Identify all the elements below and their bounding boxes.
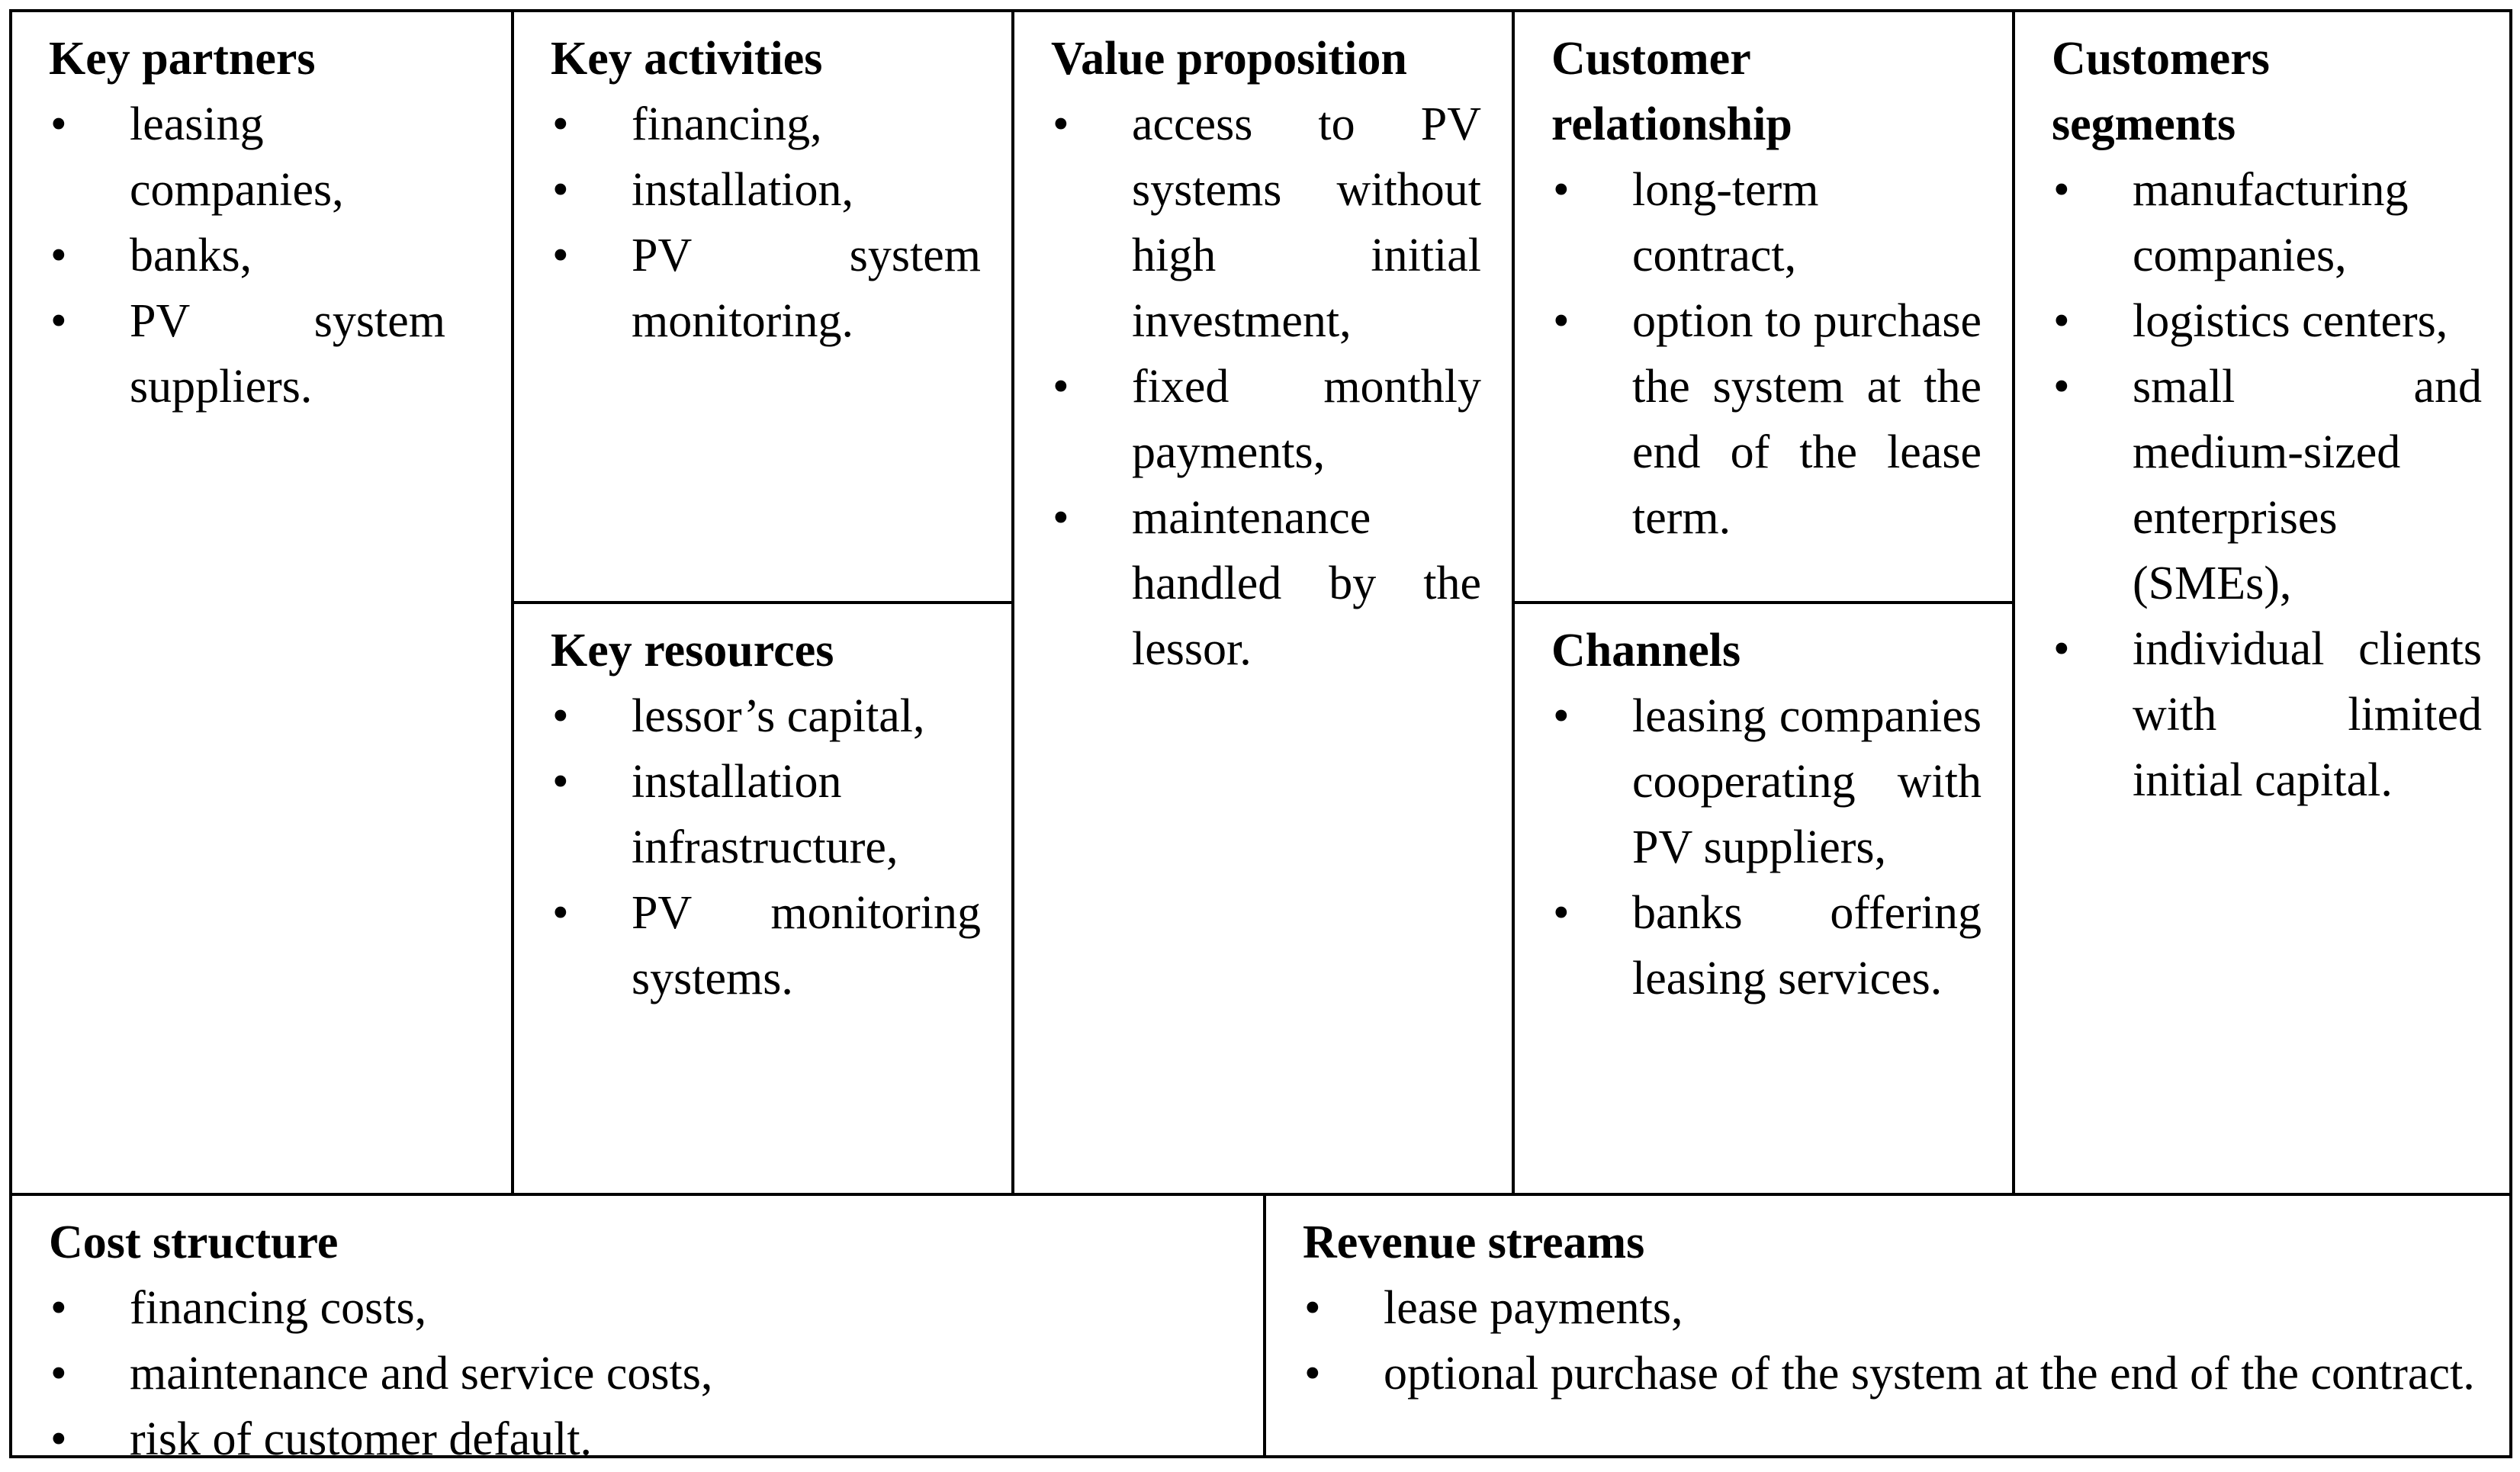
list-item: • maintenance handled by the lessor.	[1051, 485, 1481, 682]
key-activities-list	[551, 92, 981, 354]
list-item: • PV monitoring systems.	[551, 880, 981, 1011]
channels-cell	[1512, 601, 2015, 1196]
list-item: • manufacturing companies,	[2052, 157, 2482, 288]
list-item: • installation,	[551, 157, 981, 223]
key-partners-list	[49, 92, 445, 419]
channels-title: Channels	[1551, 625, 1741, 677]
key-activities-cell	[511, 9, 1014, 604]
list-item: • installation infrastructure,	[551, 749, 981, 880]
list-item: • leasing companies,	[49, 92, 445, 223]
customer-segments-cell	[2012, 9, 2512, 1196]
cost-structure-title: Cost structure	[49, 1216, 339, 1268]
list-item: • PV system monitoring.	[551, 223, 981, 354]
customer-segments-title: Customers segments	[2052, 33, 2270, 150]
customer-relationship-cell	[1512, 9, 2015, 604]
list-item: • lessor’s capital,	[551, 683, 981, 749]
list-item: • banks,	[49, 223, 445, 288]
list-item: • lease payments,	[1303, 1275, 2488, 1341]
customer-segments-list	[2052, 157, 2482, 813]
list-item: • small and medium-sized enterprises (SMEs),	[2052, 354, 2482, 616]
cost-structure-cell	[9, 1193, 1266, 1465]
key-resources-cell	[511, 601, 1014, 1196]
customer-relationship-list	[1551, 157, 1982, 551]
list-item: • logistics centers,	[2052, 288, 2482, 354]
value-proposition-list	[1051, 92, 1481, 682]
list-item: • option to purchase the system at the end of the lease term.	[1551, 288, 1982, 551]
value-proposition-cell	[1011, 9, 1515, 1196]
key-partners-cell	[9, 9, 514, 1196]
list-item: • long-term contract,	[1551, 157, 1982, 288]
revenue-streams-cell	[1263, 1193, 2512, 1458]
list-item: • maintenance and service costs,	[49, 1341, 1208, 1406]
list-item: • financing costs,	[49, 1275, 1208, 1341]
value-proposition-title: Value proposition	[1051, 33, 1407, 85]
key-resources-title: Key resources	[551, 625, 834, 677]
list-item: • fixed monthly payments,	[1051, 354, 1481, 485]
list-item: • individual clients with limited initial capital.	[2052, 616, 2482, 813]
list-item: • optional purchase of the system at the end of the contract.	[1303, 1341, 2488, 1406]
list-item: • financing,	[551, 92, 981, 157]
customer-relationship-title: Customer relationship	[1551, 33, 1792, 150]
key-resources-list	[551, 683, 981, 1011]
revenue-streams-list	[1303, 1275, 2488, 1406]
channels-list	[1551, 683, 1982, 1011]
list-item: • banks offering leasing services.	[1551, 880, 1982, 1011]
list-item: • access to PV systems without high initial investment,	[1051, 92, 1481, 354]
key-partners-title: Key partners	[49, 33, 316, 85]
revenue-streams-title: Revenue streams	[1303, 1216, 1645, 1268]
list-item: • risk of customer default.	[49, 1406, 1208, 1472]
key-activities-title: Key activities	[551, 33, 823, 85]
list-item: • PV system suppliers.	[49, 288, 445, 419]
list-item: • leasing companies cooperating with PV suppliers,	[1551, 683, 1982, 880]
cost-structure-list	[49, 1275, 1208, 1472]
